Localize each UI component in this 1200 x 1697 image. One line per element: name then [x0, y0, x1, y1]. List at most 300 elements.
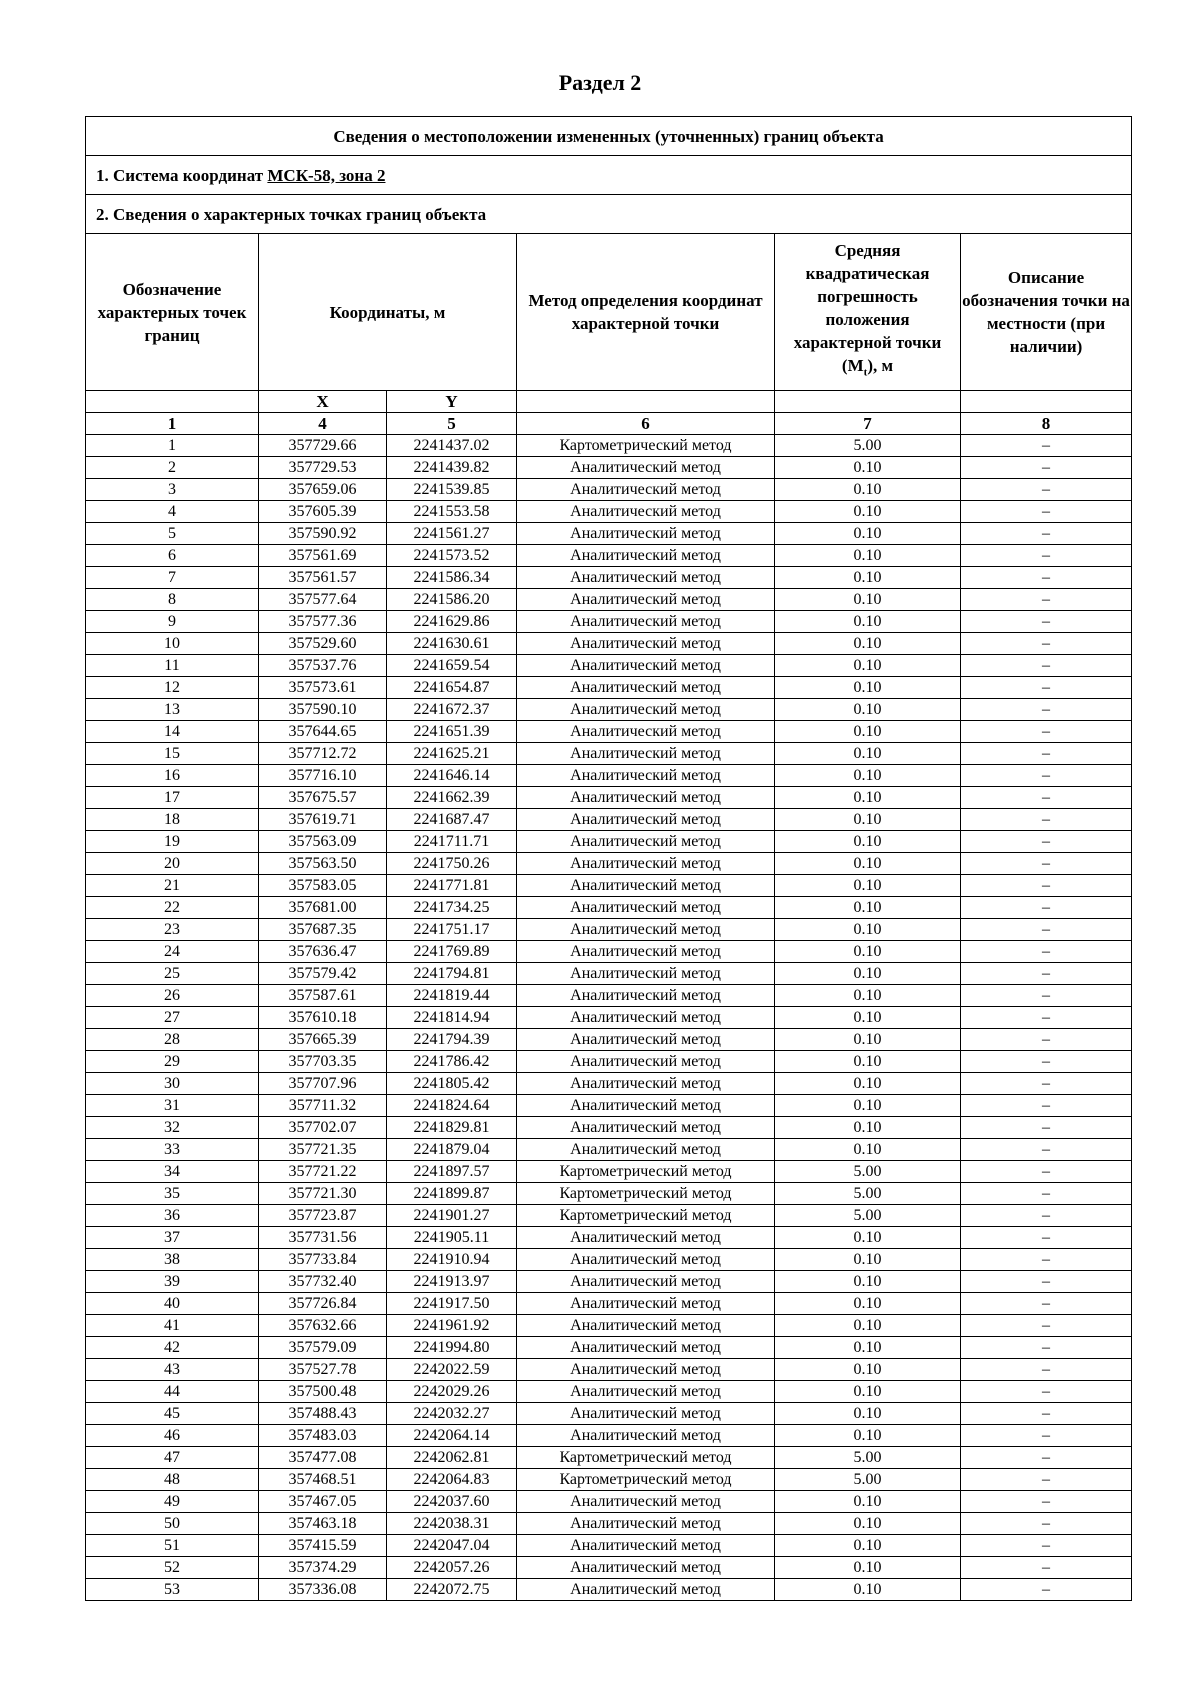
mean-error-cell: 0.10: [775, 523, 961, 545]
table-row: [86, 941, 1132, 963]
mean-error-cell: 0.10: [775, 963, 961, 985]
point-description-cell: –: [961, 1513, 1132, 1535]
coord-y-cell: 2242047.04: [387, 1535, 517, 1557]
coord-y-cell: 2241629.86: [387, 611, 517, 633]
mean-error-cell: 0.10: [775, 1403, 961, 1425]
mean-error-cell: 0.10: [775, 589, 961, 611]
col-number: 1: [86, 413, 259, 435]
point-number-cell: 8: [86, 589, 259, 611]
table-row: [86, 809, 1132, 831]
point-number-cell: 14: [86, 721, 259, 743]
mean-error-cell: 0.10: [775, 1513, 961, 1535]
coord-y-cell: 2241437.02: [387, 435, 517, 457]
table-row: [86, 435, 1132, 457]
table-row: [86, 457, 1132, 479]
mean-error-cell: 0.10: [775, 1557, 961, 1579]
point-number-cell: 10: [86, 633, 259, 655]
point-number-cell: 48: [86, 1469, 259, 1491]
coord-system-row: [86, 156, 1132, 195]
table-row: [86, 1513, 1132, 1535]
coord-x-cell: 357579.09: [259, 1337, 387, 1359]
point-number-cell: 26: [86, 985, 259, 1007]
coord-x-cell: 357500.48: [259, 1381, 387, 1403]
coord-x-cell: 357336.08: [259, 1579, 387, 1601]
mean-error-cell: 0.10: [775, 1535, 961, 1557]
mean-error-cell: 5.00: [775, 1161, 961, 1183]
point-description-cell: –: [961, 1271, 1132, 1293]
point-description-cell: –: [961, 1447, 1132, 1469]
coord-x-cell: 357463.18: [259, 1513, 387, 1535]
method-cell: Аналитический метод: [517, 633, 775, 655]
coord-y-cell: 2242062.81: [387, 1447, 517, 1469]
table-row: [86, 1315, 1132, 1337]
point-number-cell: 15: [86, 743, 259, 765]
coord-x-cell: 357721.35: [259, 1139, 387, 1161]
method-cell: Аналитический метод: [517, 765, 775, 787]
point-description-cell: –: [961, 1293, 1132, 1315]
col-number: 5: [387, 413, 517, 435]
table-title: Сведения о местоположении измененных (уточненных) границ объекта: [86, 117, 1132, 156]
point-number-cell: 17: [86, 787, 259, 809]
method-cell: Аналитический метод: [517, 985, 775, 1007]
point-number-cell: 2: [86, 457, 259, 479]
coord-x-cell: 357619.71: [259, 809, 387, 831]
mean-error-cell: 0.10: [775, 567, 961, 589]
method-cell: Аналитический метод: [517, 1381, 775, 1403]
coord-x-cell: 357563.50: [259, 853, 387, 875]
coord-y-cell: 2241439.82: [387, 457, 517, 479]
col-number: 7: [775, 413, 961, 435]
method-cell: Аналитический метод: [517, 1007, 775, 1029]
mean-error-cell: 0.10: [775, 457, 961, 479]
point-number-cell: 19: [86, 831, 259, 853]
coord-x-cell: 357573.61: [259, 677, 387, 699]
coord-x-cell: 357537.76: [259, 655, 387, 677]
boundary-points-table: [85, 116, 1132, 1601]
coord-y-cell: 2242037.60: [387, 1491, 517, 1513]
coord-x-cell: 357529.60: [259, 633, 387, 655]
point-description-cell: –: [961, 1381, 1132, 1403]
coord-y-cell: 2242029.26: [387, 1381, 517, 1403]
table-row: [86, 1579, 1132, 1601]
coord-x-cell: 357702.07: [259, 1117, 387, 1139]
col-number: 8: [961, 413, 1132, 435]
mean-error-cell: 0.10: [775, 809, 961, 831]
coord-x-cell: 357583.05: [259, 875, 387, 897]
point-description-cell: –: [961, 1425, 1132, 1447]
point-description-cell: –: [961, 567, 1132, 589]
xy-header-row: [86, 391, 1132, 413]
header-method: Метод определения координат характерной точки: [517, 234, 775, 391]
point-number-cell: 45: [86, 1403, 259, 1425]
coord-x-cell: 357703.35: [259, 1051, 387, 1073]
coord-x-cell: 357579.42: [259, 963, 387, 985]
coord-y-cell: 2241994.80: [387, 1337, 517, 1359]
point-number-cell: 1: [86, 435, 259, 457]
mean-error-cell: 0.10: [775, 1337, 961, 1359]
point-description-cell: –: [961, 787, 1132, 809]
table-row: [86, 1403, 1132, 1425]
point-description-cell: –: [961, 963, 1132, 985]
point-description-cell: –: [961, 1557, 1132, 1579]
method-cell: Аналитический метод: [517, 809, 775, 831]
method-cell: Аналитический метод: [517, 567, 775, 589]
method-cell: Аналитический метод: [517, 1425, 775, 1447]
point-number-cell: 37: [86, 1227, 259, 1249]
point-number-cell: 47: [86, 1447, 259, 1469]
points-heading-row: [86, 195, 1132, 234]
table-row: [86, 1557, 1132, 1579]
column-number-row: [86, 413, 1132, 435]
mean-error-cell: 0.10: [775, 897, 961, 919]
table-row: [86, 919, 1132, 941]
method-cell: Аналитический метод: [517, 1271, 775, 1293]
table-row: [86, 1447, 1132, 1469]
coord-x-cell: 357716.10: [259, 765, 387, 787]
mean-error-cell: 0.10: [775, 633, 961, 655]
coord-y-cell: 2241879.04: [387, 1139, 517, 1161]
coord-y-cell: 2241654.87: [387, 677, 517, 699]
coord-x-cell: 357561.69: [259, 545, 387, 567]
coord-x-cell: 357659.06: [259, 479, 387, 501]
coord-y-cell: 2241901.27: [387, 1205, 517, 1227]
coord-y-cell: 2241586.34: [387, 567, 517, 589]
point-number-cell: 44: [86, 1381, 259, 1403]
point-description-cell: –: [961, 1095, 1132, 1117]
table-row: [86, 479, 1132, 501]
method-cell: Аналитический метод: [517, 875, 775, 897]
point-number-cell: 22: [86, 897, 259, 919]
mean-error-cell: 0.10: [775, 765, 961, 787]
mean-error-cell: 0.10: [775, 1381, 961, 1403]
table-row: [86, 1249, 1132, 1271]
coord-y-cell: 2241897.57: [387, 1161, 517, 1183]
point-number-cell: 33: [86, 1139, 259, 1161]
point-description-cell: –: [961, 457, 1132, 479]
mean-error-cell: 0.10: [775, 941, 961, 963]
method-cell: Аналитический метод: [517, 1579, 775, 1601]
table-row: [86, 1029, 1132, 1051]
mean-error-cell: 0.10: [775, 787, 961, 809]
point-description-cell: –: [961, 479, 1132, 501]
coord-x-cell: 357665.39: [259, 1029, 387, 1051]
mean-error-cell: 0.10: [775, 1425, 961, 1447]
coord-y-cell: 2241961.92: [387, 1315, 517, 1337]
point-number-cell: 16: [86, 765, 259, 787]
point-number-cell: 30: [86, 1073, 259, 1095]
method-cell: Аналитический метод: [517, 1029, 775, 1051]
point-description-cell: –: [961, 1249, 1132, 1271]
point-number-cell: 50: [86, 1513, 259, 1535]
point-description-cell: –: [961, 1117, 1132, 1139]
coord-system-label: 1. Система координат: [96, 165, 268, 185]
point-number-cell: 18: [86, 809, 259, 831]
point-description-cell: –: [961, 809, 1132, 831]
method-cell: Аналитический метод: [517, 1337, 775, 1359]
table-row: [86, 1117, 1132, 1139]
point-number-cell: 5: [86, 523, 259, 545]
coord-x-cell: 357732.40: [259, 1271, 387, 1293]
coord-y-cell: 2241814.94: [387, 1007, 517, 1029]
coord-x-cell: 357729.66: [259, 435, 387, 457]
point-number-cell: 29: [86, 1051, 259, 1073]
point-description-cell: –: [961, 941, 1132, 963]
header-description: Описание обозначения точки на местности (при наличии): [961, 234, 1132, 391]
point-description-cell: –: [961, 721, 1132, 743]
mean-error-cell: 5.00: [775, 1183, 961, 1205]
table-row: [86, 831, 1132, 853]
point-description-cell: –: [961, 1579, 1132, 1601]
coord-x-cell: 357577.64: [259, 589, 387, 611]
coord-x-cell: 357415.59: [259, 1535, 387, 1557]
coord-x-cell: 357731.56: [259, 1227, 387, 1249]
coord-system-value: МСК-58, зона 2: [267, 165, 386, 185]
coord-y-cell: 2241573.52: [387, 545, 517, 567]
mean-error-cell: 0.10: [775, 1315, 961, 1337]
table-row: [86, 897, 1132, 919]
coord-y-cell: 2241630.61: [387, 633, 517, 655]
coord-x-cell: 357605.39: [259, 501, 387, 523]
mean-error-cell: 0.10: [775, 501, 961, 523]
coord-y-cell: 2242072.75: [387, 1579, 517, 1601]
table-row: [86, 1425, 1132, 1447]
coord-y-cell: 2241672.37: [387, 699, 517, 721]
table-row: [86, 699, 1132, 721]
point-description-cell: –: [961, 1403, 1132, 1425]
coord-y-cell: 2242064.14: [387, 1425, 517, 1447]
method-cell: Аналитический метод: [517, 1051, 775, 1073]
coord-x-cell: 357712.72: [259, 743, 387, 765]
mean-error-cell: 0.10: [775, 1051, 961, 1073]
coord-y-cell: 2241750.26: [387, 853, 517, 875]
coord-y-cell: 2241910.94: [387, 1249, 517, 1271]
table-row: [86, 1205, 1132, 1227]
method-cell: Аналитический метод: [517, 457, 775, 479]
coord-y-cell: 2241913.97: [387, 1271, 517, 1293]
point-description-cell: –: [961, 1073, 1132, 1095]
header-x: X: [259, 391, 387, 413]
mean-error-cell: 0.10: [775, 1359, 961, 1381]
table-row: [86, 853, 1132, 875]
point-number-cell: 46: [86, 1425, 259, 1447]
table-row: [86, 545, 1132, 567]
table-row: [86, 677, 1132, 699]
table-row: [86, 1381, 1132, 1403]
table-row: [86, 611, 1132, 633]
method-cell: Аналитический метод: [517, 1557, 775, 1579]
point-number-cell: 38: [86, 1249, 259, 1271]
method-cell: Картометрический метод: [517, 1469, 775, 1491]
coord-x-cell: 357468.51: [259, 1469, 387, 1491]
point-number-cell: 23: [86, 919, 259, 941]
point-description-cell: –: [961, 1139, 1132, 1161]
method-cell: Аналитический метод: [517, 1315, 775, 1337]
point-description-cell: –: [961, 1161, 1132, 1183]
point-number-cell: 4: [86, 501, 259, 523]
method-cell: Аналитический метод: [517, 611, 775, 633]
table-row: [86, 743, 1132, 765]
coord-y-cell: 2241769.89: [387, 941, 517, 963]
coord-x-cell: 357675.57: [259, 787, 387, 809]
point-number-cell: 25: [86, 963, 259, 985]
point-number-cell: 39: [86, 1271, 259, 1293]
table-row: [86, 1183, 1132, 1205]
coord-x-cell: 357561.57: [259, 567, 387, 589]
point-number-cell: 21: [86, 875, 259, 897]
point-description-cell: –: [961, 919, 1132, 941]
coord-y-cell: 2241786.42: [387, 1051, 517, 1073]
mean-error-cell: 0.10: [775, 853, 961, 875]
point-description-cell: –: [961, 1359, 1132, 1381]
method-cell: Аналитический метод: [517, 1403, 775, 1425]
point-number-cell: 42: [86, 1337, 259, 1359]
point-description-cell: –: [961, 1029, 1132, 1051]
method-cell: Аналитический метод: [517, 1227, 775, 1249]
mean-error-cell: 0.10: [775, 831, 961, 853]
point-description-cell: –: [961, 1315, 1132, 1337]
method-cell: Картометрический метод: [517, 1205, 775, 1227]
coord-x-cell: 357488.43: [259, 1403, 387, 1425]
mean-error-cell: 0.10: [775, 1007, 961, 1029]
table-header: [86, 117, 1132, 435]
mean-error-cell: 0.10: [775, 985, 961, 1007]
coord-y-cell: 2241646.14: [387, 765, 517, 787]
method-cell: Аналитический метод: [517, 545, 775, 567]
coord-y-cell: 2241561.27: [387, 523, 517, 545]
coord-y-cell: 2241905.11: [387, 1227, 517, 1249]
point-number-cell: 6: [86, 545, 259, 567]
coord-x-cell: 357636.47: [259, 941, 387, 963]
point-number-cell: 34: [86, 1161, 259, 1183]
coord-x-cell: 357467.05: [259, 1491, 387, 1513]
point-description-cell: –: [961, 435, 1132, 457]
method-cell: Аналитический метод: [517, 787, 775, 809]
point-description-cell: –: [961, 831, 1132, 853]
column-header-row: [86, 234, 1132, 391]
table-row: [86, 1227, 1132, 1249]
method-cell: Аналитический метод: [517, 743, 775, 765]
point-number-cell: 49: [86, 1491, 259, 1513]
mean-error-cell: 0.10: [775, 677, 961, 699]
point-description-cell: –: [961, 545, 1132, 567]
coord-y-cell: 2242064.83: [387, 1469, 517, 1491]
method-cell: Картометрический метод: [517, 1183, 775, 1205]
table-row: [86, 1337, 1132, 1359]
coord-y-cell: 2242022.59: [387, 1359, 517, 1381]
method-cell: Аналитический метод: [517, 831, 775, 853]
method-cell: Аналитический метод: [517, 501, 775, 523]
table-body: [86, 435, 1132, 1601]
method-cell: Аналитический метод: [517, 941, 775, 963]
table-row: [86, 985, 1132, 1007]
point-number-cell: 40: [86, 1293, 259, 1315]
table-row: [86, 1073, 1132, 1095]
point-description-cell: –: [961, 1051, 1132, 1073]
method-cell: Аналитический метод: [517, 655, 775, 677]
point-description-cell: –: [961, 897, 1132, 919]
mean-error-cell: 0.10: [775, 919, 961, 941]
point-number-cell: 35: [86, 1183, 259, 1205]
point-description-cell: –: [961, 1183, 1132, 1205]
coord-x-cell: 357610.18: [259, 1007, 387, 1029]
coord-x-cell: 357577.36: [259, 611, 387, 633]
coord-y-cell: 2241539.85: [387, 479, 517, 501]
table-row: [86, 1161, 1132, 1183]
point-description-cell: –: [961, 853, 1132, 875]
col-number: 4: [259, 413, 387, 435]
coord-y-cell: 2241751.17: [387, 919, 517, 941]
coord-y-cell: 2241711.71: [387, 831, 517, 853]
mean-error-cell: 5.00: [775, 435, 961, 457]
coord-x-cell: 357721.22: [259, 1161, 387, 1183]
coord-y-cell: 2241899.87: [387, 1183, 517, 1205]
mean-error-cell: 0.10: [775, 655, 961, 677]
method-cell: Аналитический метод: [517, 963, 775, 985]
point-number-cell: 9: [86, 611, 259, 633]
table-row: [86, 655, 1132, 677]
point-number-cell: 52: [86, 1557, 259, 1579]
section-title: Раздел 2: [558, 70, 642, 95]
table-row: [86, 501, 1132, 523]
coord-y-cell: 2241794.39: [387, 1029, 517, 1051]
mean-error-cell: 0.10: [775, 699, 961, 721]
point-number-cell: 20: [86, 853, 259, 875]
header-y: Y: [387, 391, 517, 413]
method-cell: Аналитический метод: [517, 919, 775, 941]
point-number-cell: 27: [86, 1007, 259, 1029]
point-description-cell: –: [961, 985, 1132, 1007]
mean-error-cell: 0.10: [775, 1227, 961, 1249]
header-coordinates: Координаты, м: [259, 234, 517, 391]
point-description-cell: –: [961, 1469, 1132, 1491]
coord-x-cell: 357374.29: [259, 1557, 387, 1579]
point-description-cell: –: [961, 699, 1132, 721]
mean-error-cell: 0.10: [775, 1117, 961, 1139]
coord-y-cell: 2241553.58: [387, 501, 517, 523]
point-description-cell: –: [961, 677, 1132, 699]
method-cell: Аналитический метод: [517, 897, 775, 919]
coord-x-cell: 357477.08: [259, 1447, 387, 1469]
point-description-cell: –: [961, 875, 1132, 897]
point-number-cell: 3: [86, 479, 259, 501]
mean-error-cell: 0.10: [775, 1139, 961, 1161]
mean-error-cell: 0.10: [775, 545, 961, 567]
mean-error-cell: 5.00: [775, 1447, 961, 1469]
mean-error-cell: 5.00: [775, 1469, 961, 1491]
point-description-cell: –: [961, 1337, 1132, 1359]
method-cell: Аналитический метод: [517, 677, 775, 699]
point-number-cell: 24: [86, 941, 259, 963]
table-title-row: [86, 117, 1132, 156]
coord-x-cell: 357726.84: [259, 1293, 387, 1315]
coord-x-cell: 357590.92: [259, 523, 387, 545]
point-number-cell: 32: [86, 1117, 259, 1139]
point-description-cell: –: [961, 633, 1132, 655]
method-cell: Аналитический метод: [517, 1139, 775, 1161]
point-number-cell: 31: [86, 1095, 259, 1117]
point-description-cell: –: [961, 523, 1132, 545]
table-row: [86, 1095, 1132, 1117]
table-row: [86, 963, 1132, 985]
point-description-cell: –: [961, 1491, 1132, 1513]
coord-x-cell: 357707.96: [259, 1073, 387, 1095]
point-number-cell: 41: [86, 1315, 259, 1337]
point-description-cell: –: [961, 743, 1132, 765]
method-cell: Аналитический метод: [517, 1359, 775, 1381]
mean-error-cell: 0.10: [775, 1293, 961, 1315]
method-cell: Аналитический метод: [517, 721, 775, 743]
coord-x-cell: 357711.32: [259, 1095, 387, 1117]
